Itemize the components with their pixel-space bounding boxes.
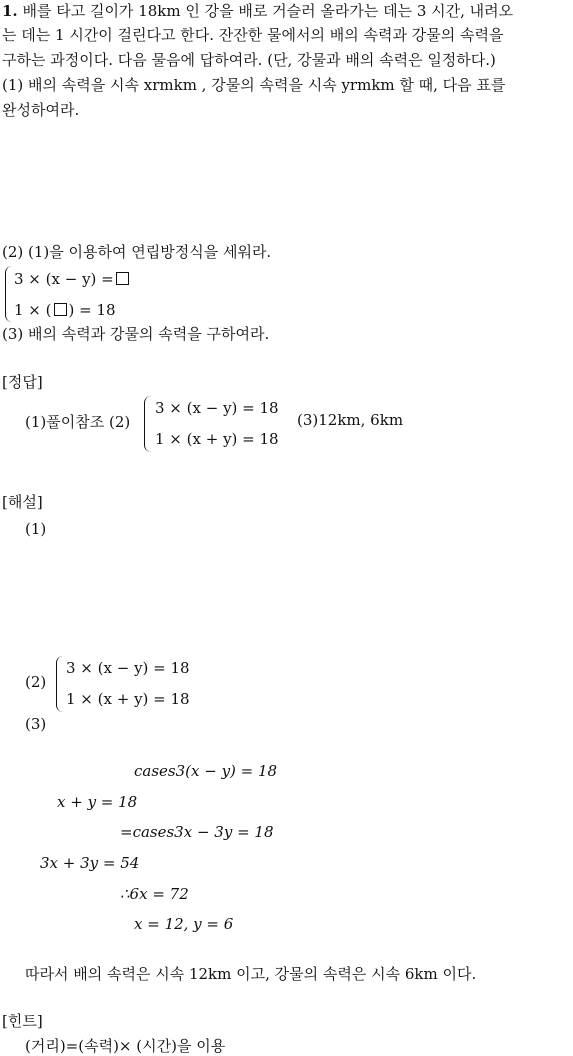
problem-line-4: (1) 배의 속력을 시속 xrmkm , 강물의 속력을 시속 yrmkm 할 때, 다음 표를 [2,76,506,94]
answer-part-1-2: (1)풀이참조 (2) [25,413,131,431]
answer-equation-1: 3 × (x − y) = 18 [155,399,279,417]
solution-header: [해설] [2,493,43,511]
question-3: (3) 배의 속력과 강물의 속력을 구하여라. [2,325,270,343]
answer-header: [정답] [2,373,43,391]
hint-text: (거리)=(속력)× (시간)을 이용 [25,1037,226,1055]
work-line-1: cases3(x − y) = 18 [134,762,278,780]
q2-equation-1-text: 3 × (x − y) = [14,270,114,288]
solution-part-3: (3) [25,715,47,733]
answer-system-brace [144,396,151,452]
q2-equation-2 [14,301,116,319]
hint-header: [힌트] [2,1012,43,1030]
answer-part-3: (3)12km, 6km [297,411,404,429]
problem-line-3: 구하는 과정이다. 다음 물음에 답하여라. (단, 강물과 배의 속력은 일정하다.) [2,51,496,69]
work-line-2: x + y = 18 [57,793,138,811]
q2-equation-1 [14,270,131,288]
solution-equation-1: 3 × (x − y) = 18 [66,659,190,677]
q2-system-brace [5,266,12,322]
solution-system-brace [56,656,63,712]
work-line-6: x = 12, y = 6 [134,915,234,933]
solution-conclusion: 따라서 배의 속력은 시속 12km 이고, 강물의 속력은 시속 6km 이다. [25,965,477,983]
work-line-3: =cases3x − 3y = 18 [120,823,274,841]
problem-line-2: 는 데는 1 시간이 걸린다고 한다. 잔잔한 물에서의 배의 속력과 강물의 속력을 [2,26,504,44]
problem-line-1 [2,0,513,22]
solution-part-2: (2) [25,673,47,691]
answer-blank-box [116,272,129,285]
solution-part-1: (1) [25,520,47,538]
question-2: (2) (1)을 이용하여 연립방정식을 세워라. [2,243,272,261]
q2-equation-2-pre: 1 × ( [14,301,52,319]
answer-equation-2: 1 × (x + y) = 18 [155,430,279,448]
problem-text-1: 배를 타고 길이가 18km 인 강을 배로 거슬러 올라가는 데는 3 시간, 내려오 [22,2,514,20]
problem-line-5: 완성하여라. [2,101,80,119]
solution-equation-2: 1 × (x + y) = 18 [66,690,190,708]
problem-number: 1. [2,2,18,20]
q2-equation-2-post: ) = 18 [68,301,116,319]
work-line-4: 3x + 3y = 54 [40,854,140,872]
answer-blank-box [54,303,67,316]
work-line-5: ∴6x = 72 [120,885,189,903]
